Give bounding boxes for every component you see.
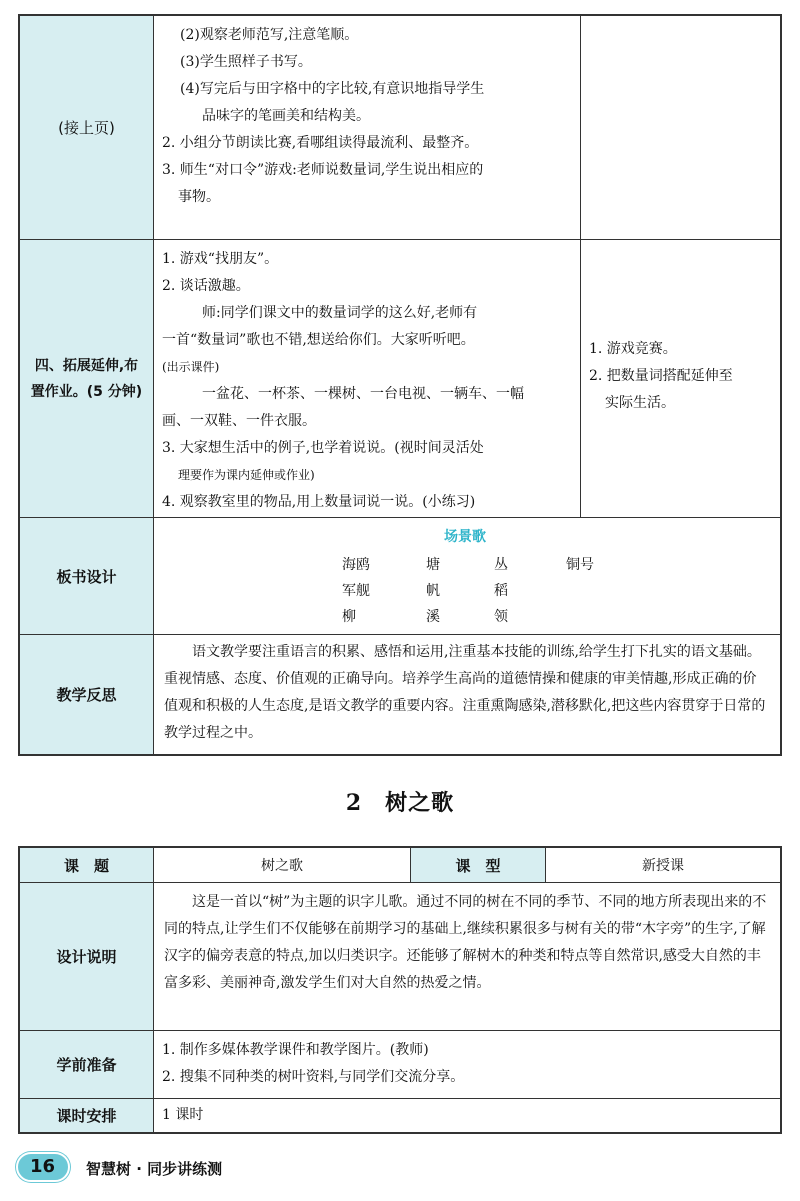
row-content-continued <box>154 16 580 239</box>
text-line: 1. 游戏竞赛。 <box>589 341 677 357</box>
schedule-label: 课时安排 <box>20 1099 154 1132</box>
row-design <box>20 882 780 1030</box>
row-reflection <box>20 634 780 754</box>
lesson-plan-table-new <box>18 846 782 1134</box>
text-line: 一盆花、一杯茶、一棵树、一台电视、一辆车、一幅 <box>202 386 524 402</box>
lesson-title: 2 树之歌 <box>345 790 455 816</box>
text-line: 1. 制作多媒体教学课件和教学图片。(教师) <box>162 1042 429 1058</box>
row-label-continued: (接上页) <box>20 16 154 239</box>
row-extension <box>20 239 780 517</box>
board-word: 稻 <box>494 583 508 599</box>
row-board-design <box>20 517 780 634</box>
row-label-reflection: 教学反思 <box>20 635 154 754</box>
row-continued <box>20 16 780 239</box>
text-line: 实际生活。 <box>605 395 675 411</box>
text-line: (出示课件) <box>162 360 220 374</box>
board-word: 领 <box>494 609 508 625</box>
text-line: 师:同学们课文中的数量词学的这么好,老师有 <box>202 305 478 321</box>
design-label: 设计说明 <box>20 883 154 1030</box>
prep-list <box>154 1031 780 1098</box>
text-line: (2)观察老师范写,注意笔顺。 <box>180 27 359 43</box>
row-content-extension <box>154 240 580 517</box>
lesson-plan-table-continued <box>18 14 782 756</box>
board-word: 柳 <box>342 609 356 625</box>
text-line: 一首“数量词”歌也不错,想送给你们。大家听听吧。 <box>162 332 475 348</box>
row-label-board: 板书设计 <box>20 518 154 634</box>
brand-name: 智慧树 · 同步讲练测 <box>86 1160 223 1178</box>
row-notes-continued <box>580 16 780 239</box>
text-line: (4)写完后与田字格中的字比较,有意识地指导学生 <box>180 81 485 97</box>
text-line: 2. 谈话激趣。 <box>162 278 250 294</box>
type-label: 课 型 <box>410 848 546 882</box>
page-footer <box>16 1148 276 1186</box>
row-prep <box>20 1030 780 1098</box>
design-text: 这是一首以“树”为主题的识字儿歌。通过不同的树在不同的季节、不同的地方所表现出来的不同的特点,让学生们不仅能够在前期学习的基础上,继续积累很多与树有关的带“木字旁”的生字,了解汉字的偏旁表意的特点,加以归类识字。还能够了解树木的种类和特点等自然常识,感受大自然的丰富多彩、美丽神奇,激发学生们对大自然的热爱之情。 <box>164 894 767 991</box>
text-line: 4. 观察教室里的物品,用上数量词说一说。(小练习) <box>162 494 476 510</box>
board-word: 溪 <box>426 609 440 625</box>
schedule-value: 1 课时 <box>162 1107 204 1123</box>
page-number: 16 <box>30 1156 56 1177</box>
topic-value: 树之歌 <box>261 858 303 874</box>
reflection-text: 语文教学要注重语言的积累、感悟和运用,注重基本技能的训练,给学生打下扎实的语文基础。重视情感、态度、价值观的正确导向。培养学生高尚的道德情操和健康的审美情趣,形成正确的价值观和积极的人生态度,是语文教学的重要内容。注重熏陶感染,潜移默化,把这些内容贯穿于日常的教学过程之中。 <box>164 644 766 741</box>
text-line: 3. 师生“对口令”游戏:老师说数量词,学生说出相应的 <box>162 162 484 178</box>
row-topic <box>20 848 780 882</box>
board-word: 海鸥 <box>342 557 370 573</box>
row-label-extension: 四、拓展延伸,布 置作业。(5 分钟) <box>20 240 154 517</box>
board-word: 塘 <box>426 557 440 573</box>
text-line: 画、一双鞋、一件衣服。 <box>162 413 316 429</box>
text-line: (3)学生照样子书写。 <box>180 54 312 70</box>
text-line: 2. 把数量词搭配延伸至 <box>589 368 733 384</box>
text-line: 3. 大家想生活中的例子,也学着说说。(视时间灵活处 <box>162 440 484 456</box>
row-notes-extension <box>580 240 780 517</box>
board-word: 丛 <box>494 557 508 573</box>
topic-label: 课 题 <box>20 848 154 882</box>
text-line: 2. 小组分节朗读比赛,看哪组读得最流利、最整齐。 <box>162 135 479 151</box>
board-design <box>154 518 780 634</box>
text-line: 1. 游戏“找朋友”。 <box>162 251 279 267</box>
board-title: 场景歌 <box>444 529 486 545</box>
text-line: 理要作为课内延伸或作业) <box>178 468 315 482</box>
prep-label: 学前准备 <box>20 1031 154 1098</box>
board-word: 军舰 <box>342 583 370 599</box>
board-word: 帆 <box>426 583 440 599</box>
board-word: 铜号 <box>566 557 594 573</box>
text-line: 品味字的笔画美和结构美。 <box>202 108 370 124</box>
row-schedule <box>20 1098 780 1132</box>
text-line: 2. 搜集不同种类的树叶资料,与同学们交流分享。 <box>162 1069 465 1085</box>
text-line: 事物。 <box>178 189 220 205</box>
type-value: 新授课 <box>642 858 684 874</box>
